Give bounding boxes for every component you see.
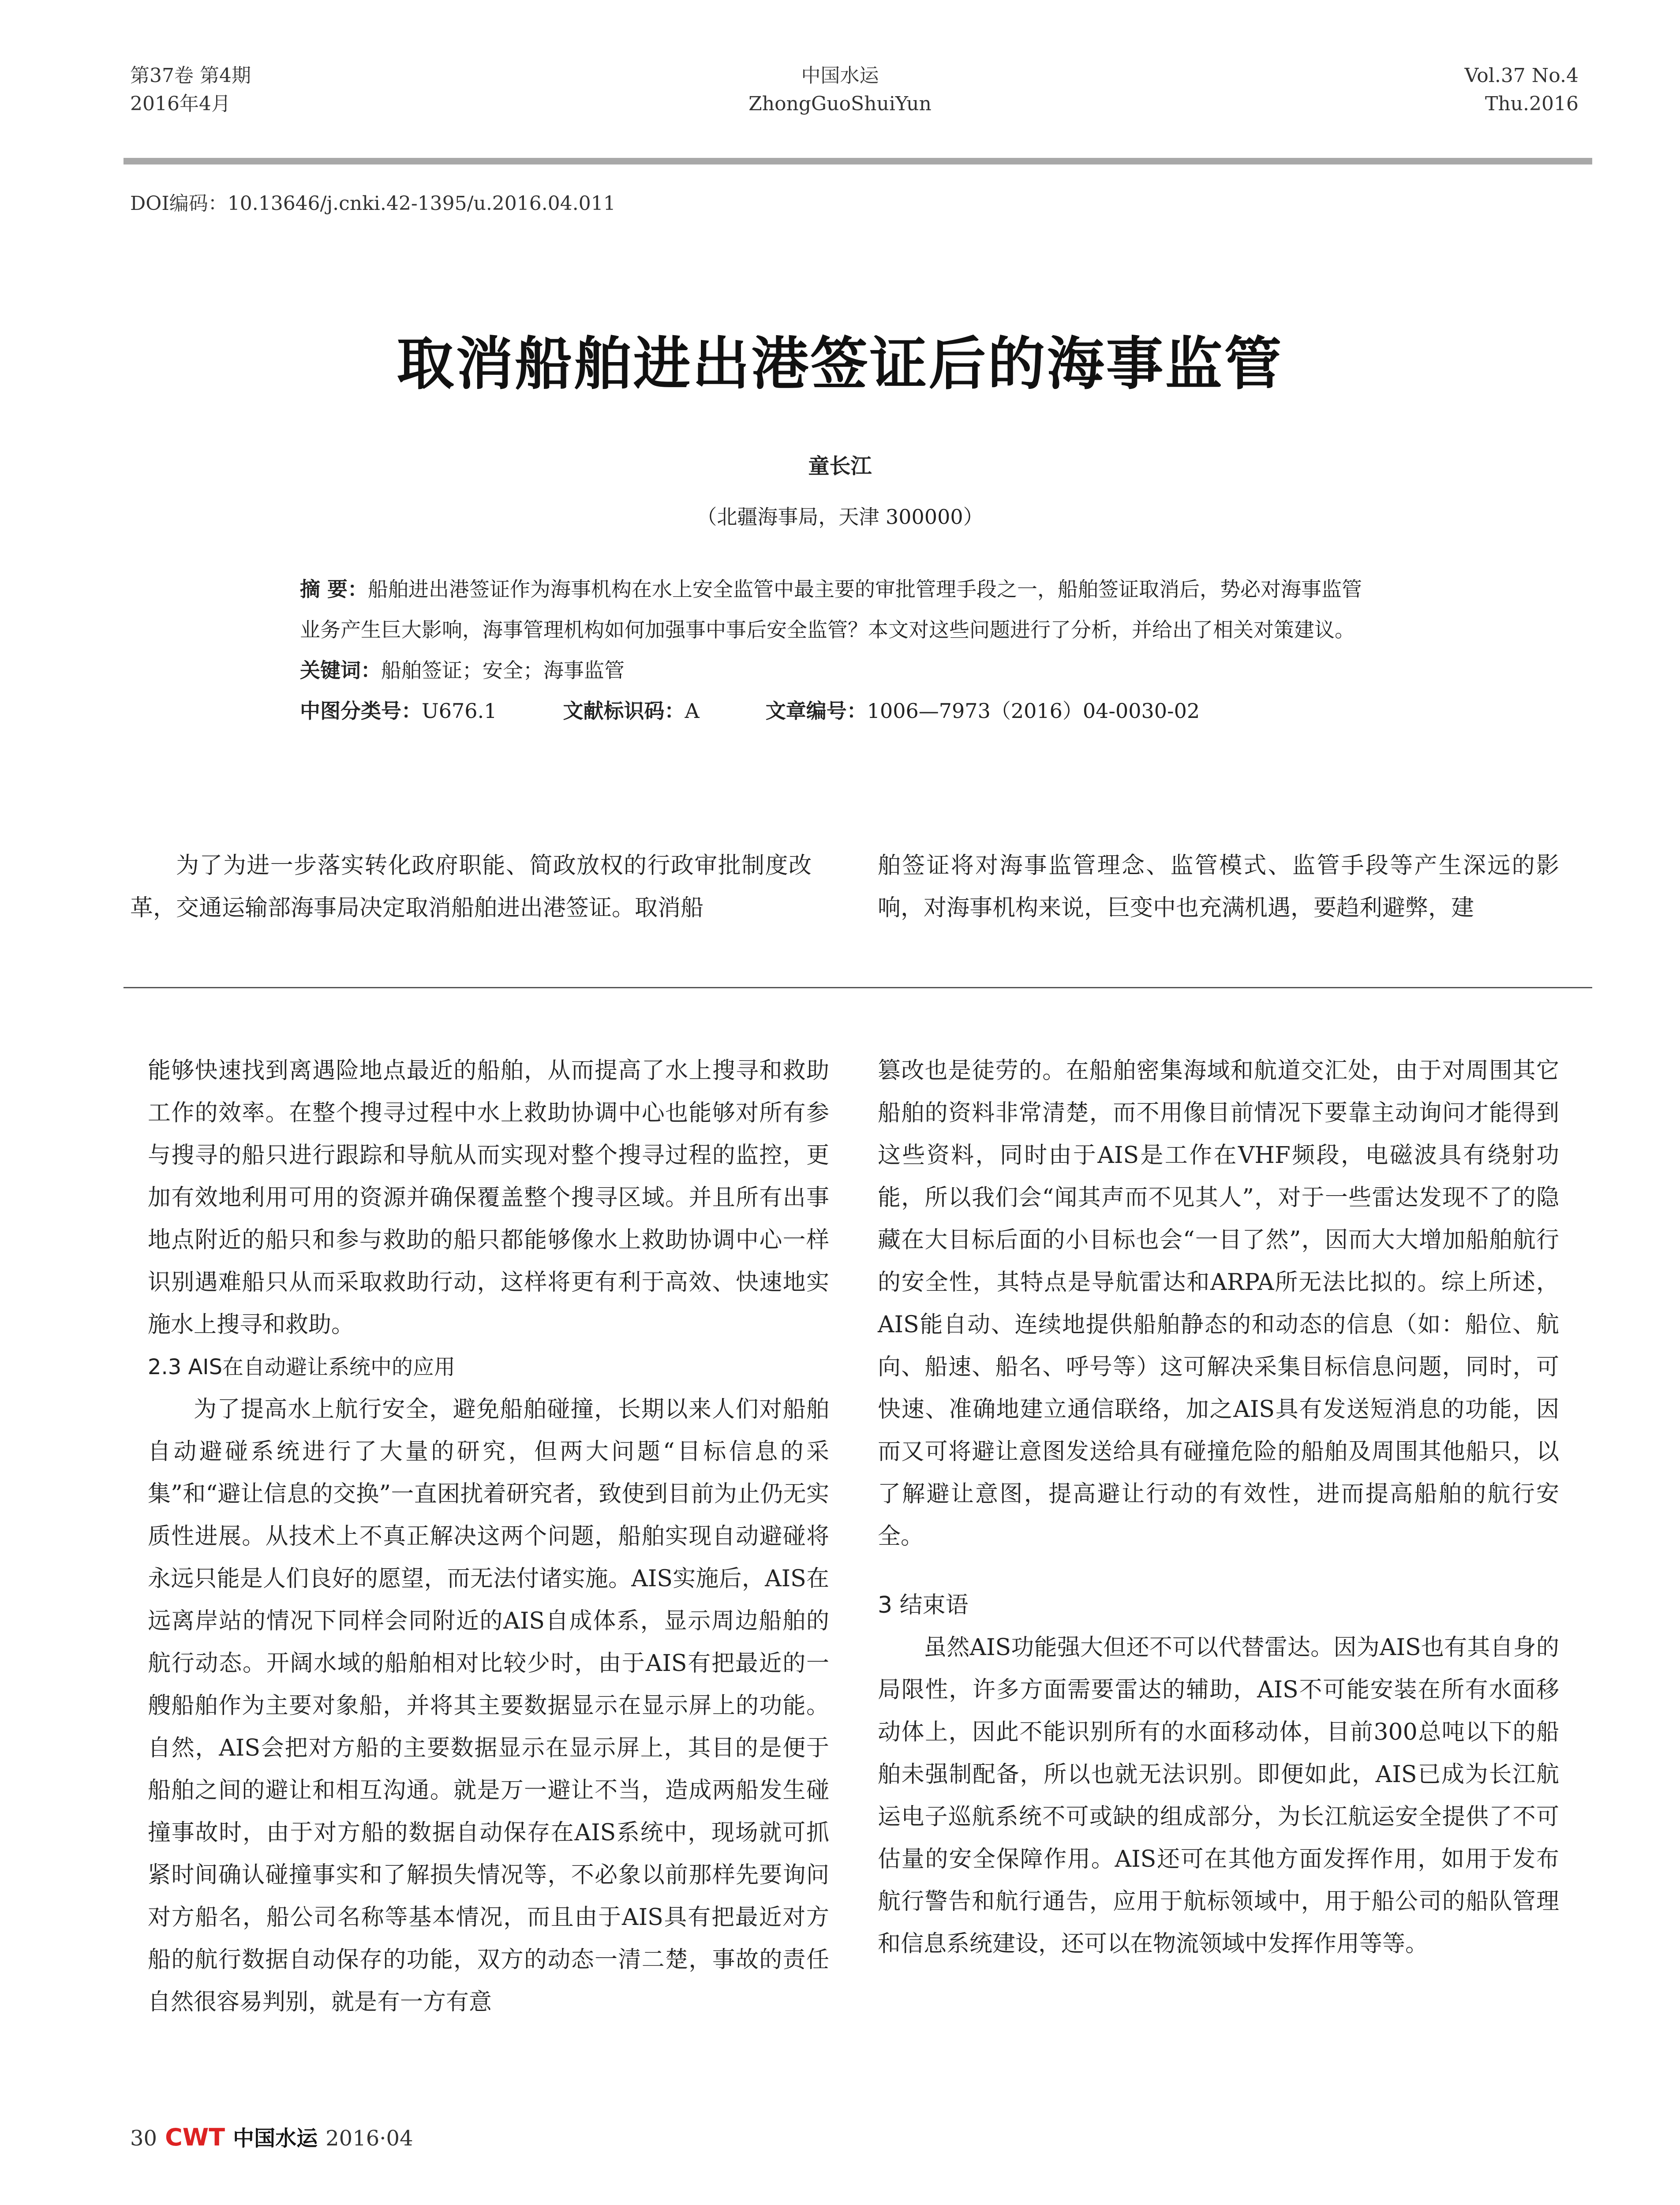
footer-journal-name: 中国水运	[233, 2126, 318, 2151]
page-number: 30	[130, 2126, 157, 2151]
doi: DOI编码：10.13646/j.cnki.42-1395/u.2016.04.011	[130, 192, 616, 215]
journal-name: 中国水运	[801, 64, 879, 87]
article-number-label: 文章编号：	[765, 699, 867, 723]
abstract-text: 船舶进出港签证作为海事机构在水上安全监管中最主要的审批管理手段之一，船舶签证取消后，势必对海事监管业务产生巨大影响，海事管理机构如何加强事中事后安全监管？本文对这些问题进行了分析，并给出了相关对策建议。	[300, 577, 1362, 642]
volume-issue: 第37卷 第4期	[130, 64, 251, 87]
body-right-column	[878, 1050, 1559, 1965]
article-number-value: 1006—7973（2016）04-0030-02	[867, 699, 1200, 723]
section-heading-3: 3 结束语	[878, 1592, 969, 1618]
article-number	[766, 691, 1200, 731]
keywords	[300, 650, 1372, 691]
clc-value: U676.1	[422, 699, 497, 723]
clc-label: 中图分类号：	[300, 699, 422, 723]
running-header-right	[1465, 62, 1579, 118]
classification-row	[300, 691, 1372, 731]
section-heading-2-3: 2.3 AIS在自动避让系统中的应用	[148, 1355, 456, 1379]
footer-issue: 2016·04	[326, 2126, 413, 2151]
paragraph: 虽然AIS功能强大但还不可以代替雷达。因为AIS也有其自身的局限性，许多方面需要雷达的辅助，AIS不可能安装在所有水面移动体上，因此不能识别所有的水面移动体，目前300总吨以下的船舶未强制配备，所以也就无法识别。即便如此，AIS已成为长江航运电子巡航系统不可或缺的组成部分，为长江航运安全提供了不可估量的安全保障作用。AIS还可在其他方面发挥作用，如用于发布航行警告和航行通告，应用于航标领域中，用于船公司的船队管理和信息系统建设，还可以在物流领域中发挥作用等等。	[878, 1634, 1559, 1957]
abstract-block	[300, 569, 1372, 731]
issue-date-en: Thu.2016	[1485, 93, 1579, 115]
cwt-logo: CWT	[165, 2123, 225, 2151]
section-divider	[123, 987, 1592, 988]
journal-name-pinyin: ZhongGuoShuiYun	[748, 93, 932, 115]
paragraph: 篡改也是徒劳的。在船舶密集海域和航道交汇处，由于对周围其它船舶的资料非常清楚，而不用像目前情况下要靠主动询问才能得到这些资料，同时由于AIS是工作在VHF频段，电磁波具有绕射功能，所以我们会“闻其声而不见其人”，对于一些雷达发现不了的隐藏在大目标后面的小目标也会“一目了然”，因而大大增加船舶航行的安全性，其特点是导航雷达和ARPA所无法比拟的。综上所述，AIS能自动、连续地提供船舶静态的和动态的信息（如：船位、航向、船速、船名、呼号等）这可解决采集目标信息问题，同时，可快速、准确地建立通信联络，加之AIS具有发送短消息的功能，因而又可将避让意图发送给具有碰撞危险的船舶及周围其他船只，以了解避让意图，提高避让行动的有效性，进而提高船舶的航行安全。	[878, 1058, 1559, 1550]
keywords-label: 关键词：	[300, 658, 381, 682]
document-code-value: A	[685, 699, 700, 723]
body-left-column	[148, 1050, 829, 2023]
abstract	[300, 569, 1372, 650]
intro-left: 为了为进一步落实转化政府职能、简政放权的行政审批制度改革，交通运输部海事局决定取消船舶进出港签证。取消船	[130, 852, 812, 921]
clc-code	[300, 691, 497, 731]
volume-issue-en: Vol.37 No.4	[1464, 64, 1579, 87]
paper-title: 取消船舶进出港签证后的海事监管	[397, 330, 1283, 397]
header-divider	[123, 158, 1592, 164]
document-code	[563, 691, 699, 731]
affiliation: （北疆海事局，天津 300000）	[696, 505, 984, 529]
keywords-text: 船舶签证；安全；海事监管	[381, 658, 625, 682]
page-footer	[130, 2121, 413, 2152]
paragraph: 为了提高水上航行安全，避免船舶碰撞，长期以来人们对船舶自动避碰系统进行了大量的研究，但两大问题“目标信息的采集”和“避让信息的交换”一直困扰着研究者，致使到目前为止仍无实质性进展。从技术上不真正解决这两个问题，船舶实现自动避碰将永远只能是人们良好的愿望，而无法付诸实施。AIS实施后，AIS在远离岸站的情况下同样会同附近的AIS自成体系，显示周边船舶的航行动态。开阔水域的船舶相对比较少时，由于AIS有把最近的一艘船舶作为主要对象船，并将其主要数据显示在显示屏上的功能。自然，AIS会把对方船的主要数据显示在显示屏上，其目的是便于船舶之间的避让和相互沟通。就是万一避让不当，造成两船发生碰撞事故时，由于对方船的数据自动保存在AIS系统中，现场就可抓紧时间确认碰撞事实和了解损失情况等，不必象以前那样先要询问对方船名，船公司名称等基本情况，而且由于AIS具有把最近对方船的航行数据自动保存的功能，双方的动态一清二楚，事故的责任自然很容易判别，就是有一方有意	[148, 1396, 829, 2015]
issue-date: 2016年4月	[130, 93, 231, 115]
document-code-label: 文献标识码：	[563, 699, 685, 723]
abstract-label: 摘 要：	[300, 577, 368, 601]
paragraph: 能够快速找到离遇险地点最近的船舶，从而提高了水上搜寻和救助工作的效率。在整个搜寻过程中水上救助协调中心也能够对所有参与搜寻的船只进行跟踪和导航从而实现对整个搜寻过程的监控，更加有效地利用可用的资源并确保覆盖整个搜寻区域。并且所有出事地点附近的船只和参与救助的船只都能够像水上救助协调中心一样识别遇难船只从而采取救助行动，这样将更有利于高效、快速地实施水上搜寻和救助。	[148, 1058, 829, 1338]
running-header-center	[0, 62, 1680, 118]
intro-right: 舶签证将对海事监管理念、监管模式、监管手段等产生深远的影响，对海事机构来说，巨变中也充满机遇，要趋利避弊，建	[878, 852, 1559, 921]
author: 童长江	[808, 454, 872, 478]
